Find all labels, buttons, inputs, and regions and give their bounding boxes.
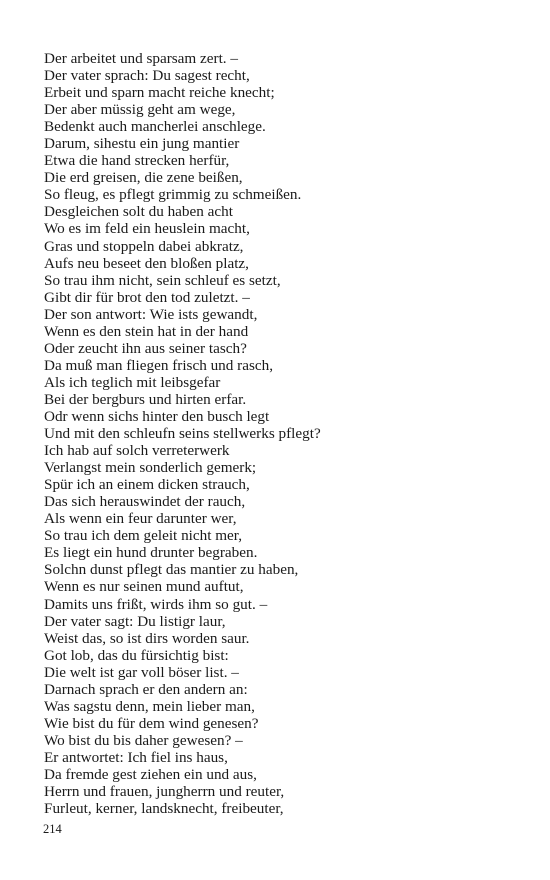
poem-line: Als wenn ein feur darunter wer,: [44, 510, 237, 528]
poem-line: Etwa die hand strecken herfür,: [44, 152, 230, 170]
poem-line: So trau ihm nicht, sein schleuf es setzt,: [44, 271, 281, 289]
poem-line: Die erd greisen, die zene beißen,: [44, 169, 243, 187]
poem-line: Solchn dunst pflegt das mantier zu haben,: [44, 561, 299, 579]
poem-line: Gras und stoppeln dabei abkratz,: [44, 237, 244, 255]
poem-line: Herrn und frauen, jungherrn und reuter,: [44, 783, 285, 801]
poem-line: Furleut, kerner, landsknecht, freibeuter,: [44, 800, 284, 818]
poem-text: [44, 50, 524, 817]
poem-line: Weist das, so ist dirs worden saur.: [44, 629, 250, 647]
poem-line: Wenn es nur seinen mund auftut,: [44, 578, 244, 596]
poem-line: So fleug, es pflegt grimmig zu schmeißen.: [44, 186, 302, 204]
poem-line: Und mit den schleufn seins stellwerks pflegt?: [44, 425, 321, 443]
poem-line: Gibt dir für brot den tod zuletzt. –: [44, 288, 250, 306]
poem-line: Erbeit und sparn macht reiche knecht;: [44, 84, 275, 102]
poem-line: Was sagstu denn, mein lieber man,: [44, 697, 255, 715]
poem-line: Odr wenn sichs hinter den busch legt: [44, 407, 270, 425]
poem-line: Die welt ist gar voll böser list. –: [44, 663, 239, 681]
poem-line: Da fremde gest ziehen ein und aus,: [44, 765, 257, 783]
poem-line: Darum, sihestu ein jung mantier: [44, 135, 240, 153]
poem-line: Bei der bergburs und hirten erfar.: [44, 390, 247, 408]
poem-line: Ich hab auf solch verreterwerk: [44, 442, 230, 460]
poem-line: Bedenkt auch mancherlei anschlege.: [44, 118, 266, 136]
poem-line: Der son antwort: Wie ists gewandt,: [44, 305, 258, 323]
poem-line: So trau ich dem geleit nicht mer,: [44, 527, 243, 545]
poem-line: Oder zeucht ihn aus seiner tasch?: [44, 339, 247, 357]
poem-line: Es liegt ein hund drunter begraben.: [44, 544, 258, 562]
poem-line: Spür ich an einem dicken strauch,: [44, 476, 250, 494]
poem-line: Das sich herauswindet der rauch,: [44, 493, 246, 511]
poem-line: Wo bist du bis daher gewesen? –: [44, 731, 243, 749]
poem-line: Wie bist du für dem wind genesen?: [44, 714, 259, 732]
poem-line: Got lob, das du fürsichtig bist:: [44, 646, 229, 664]
poem-line: Da muß man fliegen frisch und rasch,: [44, 356, 274, 374]
poem-line: Verlangst mein sonderlich gemerk;: [44, 459, 257, 477]
poem-line: Wo es im feld ein heuslein macht,: [44, 220, 250, 238]
page-number: 214: [43, 822, 62, 836]
poem-line: Darnach sprach er den andern an:: [44, 680, 248, 698]
poem-line: Desgleichen solt du haben acht: [44, 203, 233, 221]
poem-line: Der aber müssig geht am wege,: [44, 101, 236, 119]
poem-line: Wenn es den stein hat in der hand: [44, 322, 249, 340]
poem-line: Der arbeitet und sparsam zert. –: [44, 50, 238, 67]
poem-line: Aufs neu beseet den bloßen platz,: [44, 254, 249, 272]
poem-line: Als ich teglich mit leibsgefar: [44, 373, 221, 391]
poem-line: Der vater sagt: Du listigr laur,: [44, 612, 226, 630]
poem-line: Der vater sprach: Du sagest recht,: [44, 67, 250, 85]
poem-line: Damits uns frißt, wirds ihm so gut. –: [44, 595, 268, 613]
poem-line: Er antwortet: Ich fiel ins haus,: [44, 748, 228, 766]
